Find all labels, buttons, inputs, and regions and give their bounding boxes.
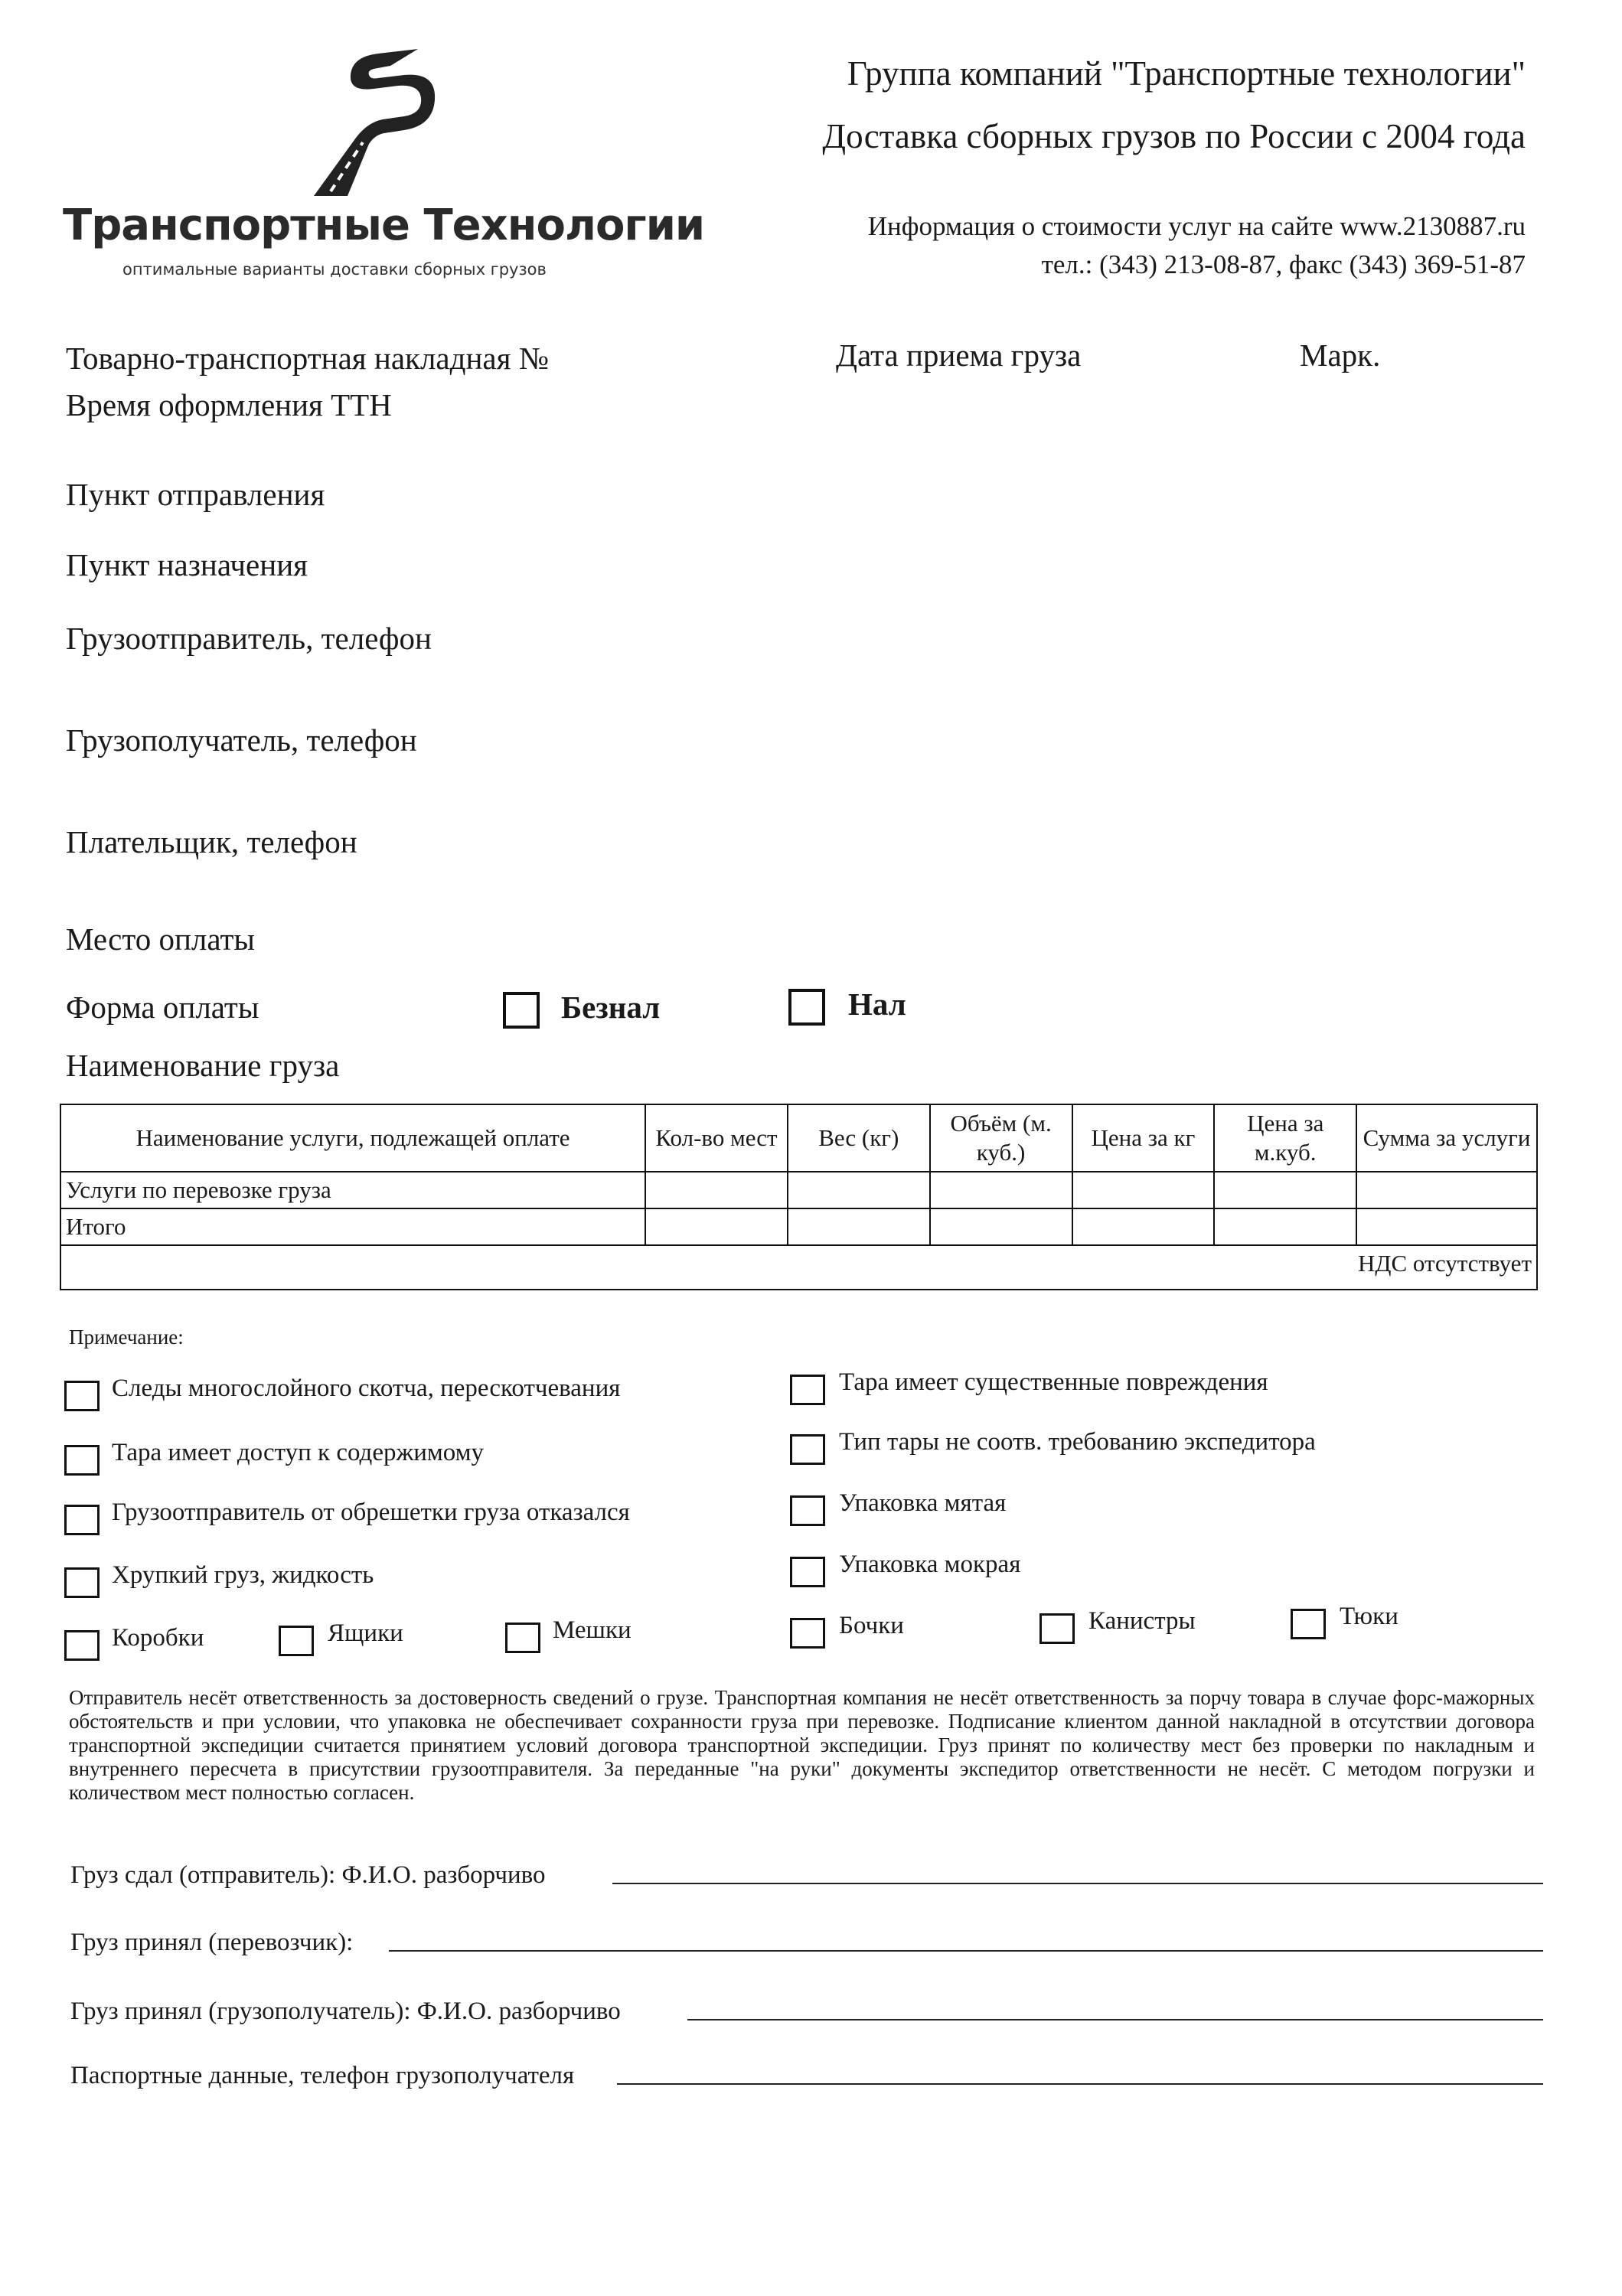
- packaging-checkbox[interactable]: [505, 1623, 540, 1653]
- packaging-checkbox[interactable]: [1039, 1613, 1075, 1644]
- road-logo-icon: [283, 46, 436, 199]
- packaging-checkbox[interactable]: [790, 1618, 825, 1649]
- sender-signature-line[interactable]: [612, 1883, 1543, 1884]
- delivery-heading: Доставка сборных грузов по России с 2004 года: [822, 117, 1526, 155]
- note-checkbox[interactable]: [790, 1375, 825, 1405]
- header-volume: Объём (м. куб.): [930, 1104, 1072, 1172]
- ttn-number-label: Товарно-транспортная накладная №: [66, 341, 549, 376]
- logo-tagline: оптимальные варианты доставки сборных грузов: [122, 260, 547, 279]
- header-service: Наименование услуги, подлежащей оплате: [60, 1104, 645, 1172]
- table-cell[interactable]: [1214, 1172, 1356, 1208]
- packaging-checkbox[interactable]: [64, 1630, 100, 1661]
- note-label: Упаковка мятая: [839, 1489, 1007, 1517]
- table-cell[interactable]: [930, 1172, 1072, 1208]
- receiver-signature-line[interactable]: [687, 2019, 1543, 2020]
- notes-title: Примечание:: [69, 1326, 184, 1349]
- table-cell[interactable]: [645, 1172, 788, 1208]
- passport-label: Паспортные данные, телефон грузополучателя: [70, 2062, 575, 2089]
- row-total-label: Итого: [60, 1208, 645, 1245]
- header-sum: Сумма за услуги: [1356, 1104, 1537, 1172]
- table-cell[interactable]: [1214, 1208, 1356, 1245]
- cash-label: Нал: [848, 987, 906, 1022]
- origin-label: Пункт отправления: [66, 477, 325, 512]
- sender-signature-label: Груз сдал (отправитель): Ф.И.О. разборчиво: [70, 1861, 546, 1889]
- note-checkbox[interactable]: [790, 1557, 825, 1587]
- cargo-name-label: Наименование груза: [66, 1048, 340, 1083]
- table-cell[interactable]: [930, 1208, 1072, 1245]
- packaging-label: Канистры: [1088, 1607, 1196, 1635]
- sender-label: Грузоотправитель, телефон: [66, 621, 432, 656]
- website-info: Информация о стоимости услуг на сайте www.2130887.ru: [867, 211, 1526, 241]
- receiver-signature-label: Груз принял (грузополучатель): Ф.И.О. разборчиво: [70, 1998, 621, 2025]
- table-cell[interactable]: [1356, 1208, 1537, 1245]
- phone-info: тел.: (343) 213-08-87, факс (343) 369-51-87: [1041, 249, 1526, 279]
- destination-label: Пункт назначения: [66, 547, 308, 582]
- time-label: Время оформления ТТН: [66, 387, 392, 422]
- note-checkbox[interactable]: [64, 1381, 100, 1411]
- note-label: Хрупкий груз, жидкость: [112, 1561, 374, 1589]
- note-checkbox[interactable]: [64, 1445, 100, 1476]
- row-transport-label: Услуги по перевозке груза: [60, 1172, 645, 1208]
- vat-note: НДС отсутствует: [60, 1245, 1537, 1290]
- table-cell[interactable]: [1072, 1208, 1215, 1245]
- carrier-signature-line[interactable]: [389, 1950, 1543, 1952]
- table-cell[interactable]: [788, 1208, 930, 1245]
- note-checkbox[interactable]: [64, 1567, 100, 1598]
- logo-name: Транспортные Технологии: [63, 201, 705, 250]
- packaging-label: Ящики: [328, 1619, 403, 1647]
- note-label: Тип тары не соотв. требованию экспедитора: [839, 1428, 1316, 1456]
- pay-place-label: Место оплаты: [66, 921, 255, 957]
- note-checkbox[interactable]: [64, 1505, 100, 1535]
- cash-checkbox[interactable]: [788, 989, 825, 1026]
- note-checkbox[interactable]: [790, 1434, 825, 1465]
- packaging-checkbox[interactable]: [1291, 1609, 1326, 1639]
- packaging-label: Бочки: [839, 1612, 904, 1639]
- header-price-m3: Цена за м.куб.: [1214, 1104, 1356, 1172]
- cashless-label: Безнал: [561, 990, 661, 1025]
- passport-line[interactable]: [617, 2083, 1543, 2085]
- note-label: Следы многослойного скотча, перескотчевания: [112, 1375, 621, 1402]
- disclaimer-text: Отправитель несёт ответственность за достоверность сведений о грузе. Транспортная компания не несёт ответственность за порчу товара в случае форс-мажорных обстоятельств и при условии, что упаковка не обеспечивает сохранности груза при перевозке. Подписание клиентом данной накладной в отсутствии договора транспортной экспедиции считается принятием условий договора транспортной экспедиции. Груз принят по количеству мест без проверки по накладным и внутреннего пересчета в присутствии грузоотправителя. За переданные "на руки" документы экспедитор ответственности не несёт. С методом погрузки и количеством мест полностью согласен.: [69, 1686, 1535, 1804]
- packaging-label: Мешки: [553, 1616, 632, 1644]
- note-label: Тара имеет доступ к содержимому: [112, 1439, 485, 1466]
- receiver-label: Грузополучатель, телефон: [66, 722, 417, 758]
- mark-label: Марк.: [1300, 338, 1381, 373]
- date-label: Дата приема груза: [836, 338, 1082, 373]
- note-checkbox[interactable]: [790, 1495, 825, 1526]
- packaging-label: Коробки: [112, 1624, 204, 1652]
- note-label: Грузоотправитель от обрешетки груза отказался: [112, 1499, 630, 1526]
- carrier-signature-label: Груз принял (перевозчик):: [70, 1929, 354, 1956]
- services-table: [60, 1104, 1538, 1290]
- table-cell[interactable]: [1356, 1172, 1537, 1208]
- table-cell[interactable]: [788, 1172, 930, 1208]
- company-heading: Группа компаний "Транспортные технологии": [847, 54, 1526, 93]
- header-weight: Вес (кг): [788, 1104, 930, 1172]
- pay-form-label: Форма оплаты: [66, 990, 259, 1025]
- table-cell[interactable]: [1072, 1172, 1215, 1208]
- table-cell[interactable]: [645, 1208, 788, 1245]
- cashless-checkbox[interactable]: [503, 992, 540, 1029]
- packaging-checkbox[interactable]: [279, 1626, 314, 1656]
- note-label: Упаковка мокрая: [839, 1551, 1021, 1578]
- payer-label: Плательщик, телефон: [66, 824, 357, 859]
- note-label: Тара имеет существенные повреждения: [839, 1368, 1268, 1396]
- packaging-label: Тюки: [1340, 1603, 1398, 1630]
- header-price-kg: Цена за кг: [1072, 1104, 1215, 1172]
- header-places: Кол-во мест: [645, 1104, 788, 1172]
